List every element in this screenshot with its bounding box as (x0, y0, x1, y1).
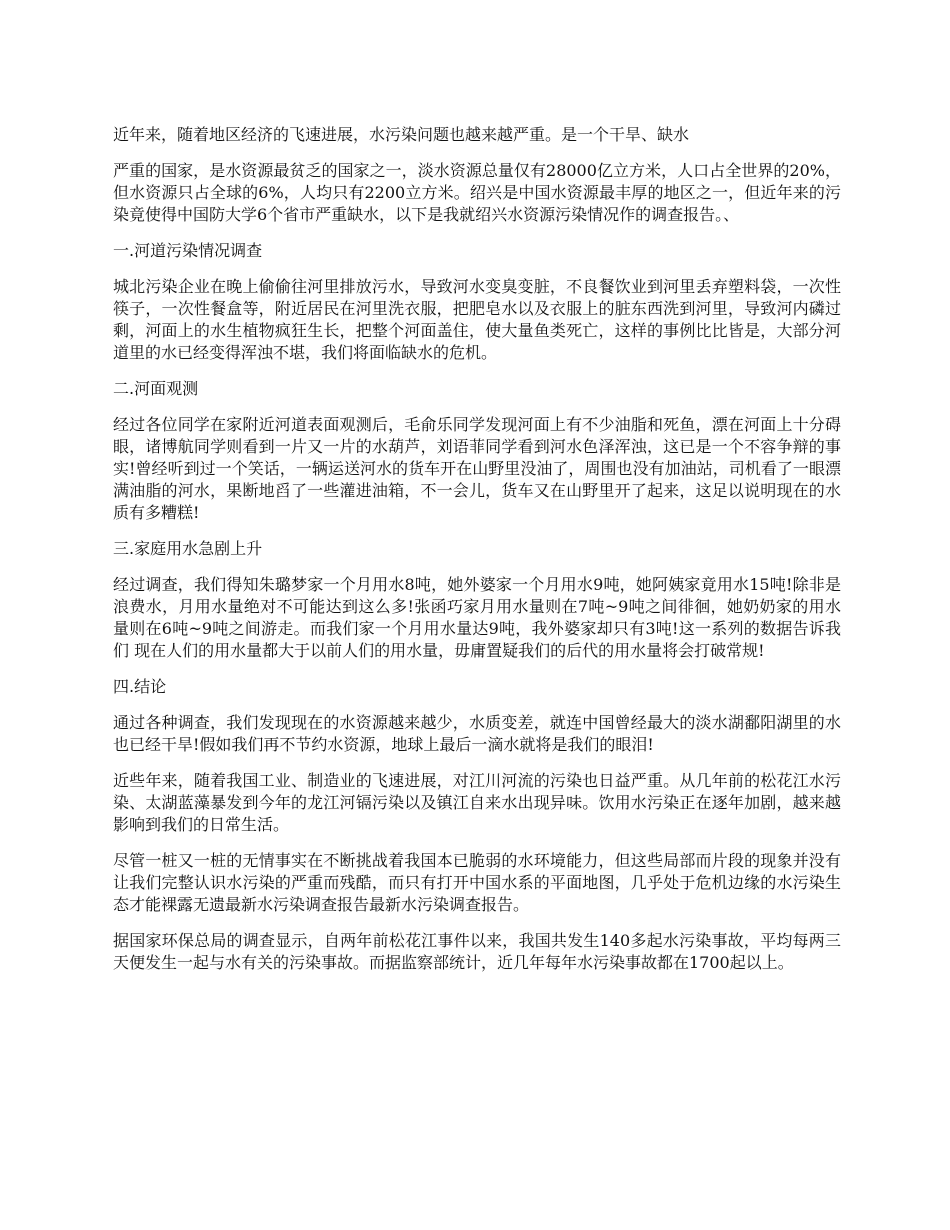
paragraph-water-system: 尽管一桩又一桩的无情事实在不断挑战着我国本已脆弱的水环境能力，但这些局部而片段的现象并没有让我们完整认识水污染的严重而残酷，而只有打开中国水系的平面地图，几乎处于危机边缘的水污染生态才能裸露无遗最新水污染调查报告最新水污染调查报告。 (113, 851, 841, 914)
paragraph-intro-1: 近年来，随着地区经济的飞速进展，水污染问题也越来越严重。是一个干旱、缺水 (113, 125, 690, 144)
section-heading-4: 四.结论 (113, 677, 167, 696)
paragraph-river-pollution: 城北污染企业在晚上偷偷往河里排放污水，导致河水变臭变脏，不良餐饮业到河里丢弃塑料袋，一次性筷子，一次性餐盒等，附近居民在河里洗衣服，把肥皂水以及衣服上的脏东西洗到河里，导致河内磷过剩，河面上的水生植物疯狂生长，把整个河面盖住，使大量鱼类死亡，这样的事例比比皆是，大部分河道里的水已经变得浑浊不堪，我们将面临缺水的危机。 (113, 277, 841, 362)
paragraph-industry-pollution: 近些年来，随着我国工业、制造业的飞速进展，对江川河流的污染也日益严重。从几年前的松花江水污染、太湖蓝藻暴发到今年的龙江河镉污染以及镇江自来水出现异味。饮用水污染正在逐年加剧，越来越影响到我们的日常生活。 (113, 771, 841, 834)
paragraph-intro-2: 严重的国家，是水资源最贫乏的国家之一，淡水资源总量仅有28000亿立方米，人口占全世界的20%，但水资源只占全球的6%，人均只有2200立方米。绍兴是中国水资源最丰厚的地区之一，但近年来的污染竟使得中国防大学6个省市严重缺水，以下是我就绍兴水资源污染情况作的调查报告。、 (113, 161, 841, 224)
document-body (113, 124, 841, 988)
paragraph-river-observation: 经过各位同学在家附近河道表面观测后，毛俞乐同学发现河面上有不少油脂和死鱼，漂在河面上十分碍眼，诸博航同学则看到一片又一片的水葫芦，刘语菲同学看到河水色泽浑浊，这已是一个不容争辩的事实!曾经听到过一个笑话，一辆运送河水的货车开在山野里没油了，周围也没有加油站，司机看了一眼漂满油脂的河水，果断地舀了一些灌进油箱，不一会儿，货车又在山野里开了起来，这足以说明现在的水质有多糟糕! (113, 415, 841, 522)
paragraph-statistics: 据国家环保总局的调查显示，自两年前松花江事件以来，我国共发生140多起水污染事故，平均每两三天便发生一起与水有关的污染事故。而据监察部统计，近几年每年水污染事故都在1700起以上。 (113, 931, 841, 972)
section-heading-1: 一.河道污染情况调查 (113, 241, 263, 260)
section-heading-3: 三.家庭用水急剧上升 (113, 539, 263, 558)
section-heading-2: 二.河面观测 (113, 379, 199, 398)
paragraph-conclusion: 通过各种调查，我们发现现在的水资源越来越少，水质变差，就连中国曾经最大的淡水湖鄱阳湖里的水也已经干旱!假如我们再不节约水资源，地球上最后一滴水就将是我们的眼泪! (113, 713, 841, 754)
paragraph-household-water: 经过调查，我们得知朱璐梦家一个月用水8吨，她外婆家一个月用水9吨，她阿姨家竟用水15吨!除非是浪费水，月用水量绝对不可能达到这么多!张函巧家月用水量则在7吨~9吨之间徘徊，她奶奶家的用水量则在6吨~9吨之间游走。而我们家一个月用水量达9吨，我外婆家却只有3吨!这一系列的数据告诉我们 现在人们的用水量都大于以前人们的用水量，毋庸置疑我们的后代的用水量将会打破常规! (113, 575, 841, 660)
